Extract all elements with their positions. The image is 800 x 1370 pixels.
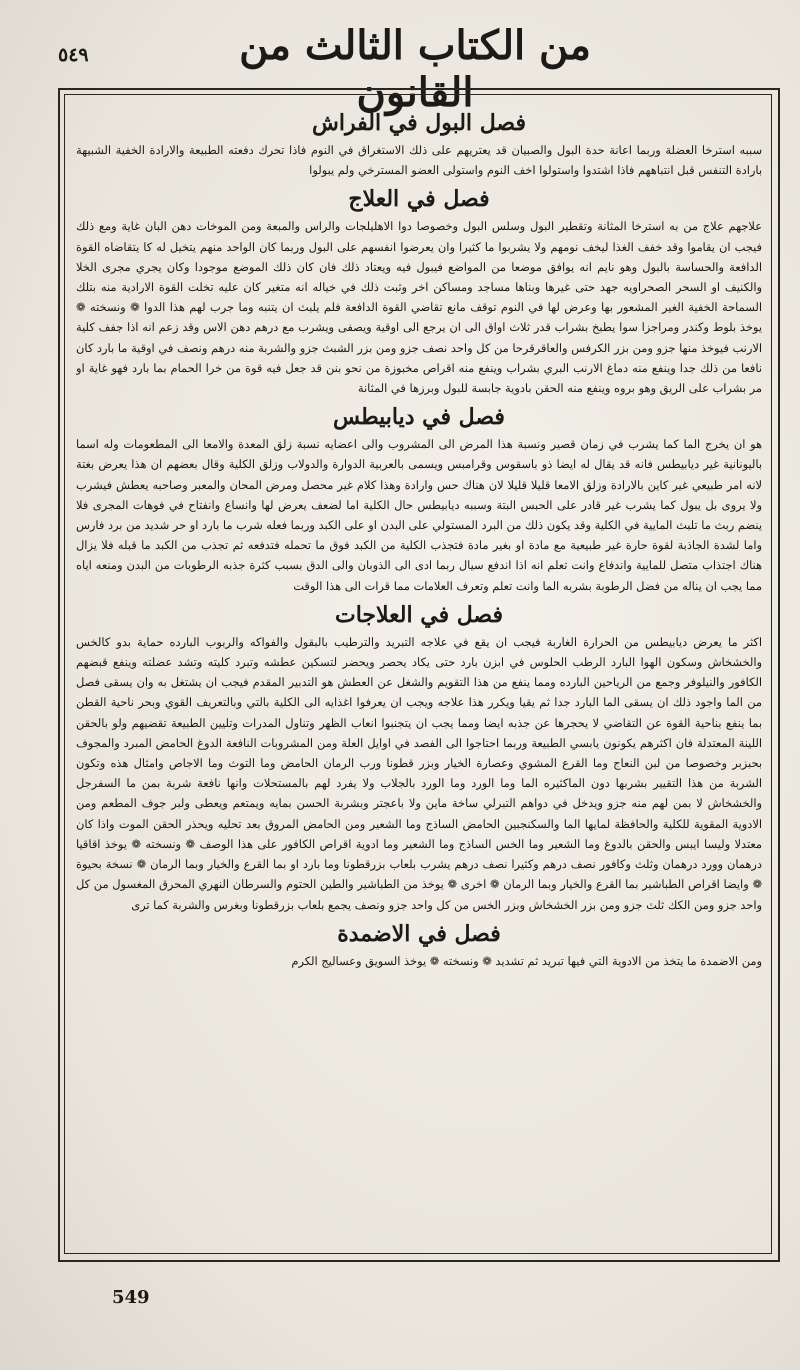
paragraph: هو ان يخرج الما كما يشرب في زمان قصير ونسبة هذا المرض الى المشروب والى اعضايه نسبة زلق المعدة والامعا الى المطعومات وله اسما باليونانية غير ديابيطس فانه قد يقال له ايضا ذو باسقوس وقرامبس ويسمى بالعربية الدوارة والدولاب وزلق الكلية وقال بعضهم ان هذا يعرض بغتة لانه امر طبيعي غير كاين بالارادة وزلق الامعا قليلا قليلا لان هناك حس وارادة وهذا كلام غير محصل ومرض المحان والمعبر وصاحبه يعطش فيشرب ولا يروى بل يبول كما يشرب غير قادر على الحبس البتة وسببه ديابيطس حال الكلية اما لضعف يعرض لها وانساع وانفتاح في فوهات المجرى فلا ينضم ربث ما تلبث المايية في الكلية وقد يكون ذلك من البرد المستولي على البدن او على الكبد وربما فعله شرب ما بارد او حر شديد من برد فارس واما لشدة الجاذبة لقوة حارة غير طبيعية مع مادة او بغير مادة فتجذب الكلية من الكبد فوق ما تحمله فتدفعه ثم تجذب من الكبد ما قبله فلا يزال هناك اجتذاب متصل للمايية واندفاع وانت تعلم انه اذا اندفع سيال ربما ادى الى الذوبان والى الدق بسبب كثرة جذبه الرطوبات من البدن ومنعه اياه مما يجب ان يناله من فضل الرطوبة بشربه الما وانت تعلم وتعرف العلامات مما قرات الى هذا الوقت [76, 437, 762, 593]
paragraph: ومن الاضمدة ما يتخذ من الادوية التي فيها تبريد ثم تشديد ❁ ونسخته ❁ يوخذ السويق وعساليج الكرم [291, 953, 762, 968]
text-body [76, 104, 762, 1248]
paragraph: علاجهم علاج من به استرخا المثانة وتقطير البول وسلس البول وخصوصا دوا الاهليلجات والراس والمبعة ومن الموخات دهن البان غاية ومع ذلك فيجب ان يقاموا وقد خفف الغذا ليخف نومهم ولا يشربوا ما كثيرا وان يعرضوا انفسهم على البول وربما كان الواحد منهم يتخيل له كا يتقاضاه القوة الدافعة والحساسة بالبول وهو نايم انه يوافق موضعا من المواضع فيبول فيه ويعتاد ذلك فان كان ذلك الموضع موجودا وكان يجري مجرى الخلا والكنيف او السحر الصحراويه جهد حتى غيرها وبناها مساجد ومساكن اخر وثبت ذلك في خياله انه متغير كان عليه تخلت القوة الارادية منه بتلك السماحة الخفية الغير المشعور بها وعرض لها في النوم توقف مانع تقاضي القوة الدافعة فلم يلبث ان يتنبه وما جرب لهم هذا الدوا ❁ ونسخته ❁ يوخذ بلوط وكندر ومراجزا سوا يطبخ بشراب قدر ثلاث اواق الى ان يرجع الى اوقية ويصفى ويشرب مع درهم دهن الاس وقد زعم انه اذا جفف كلية الارنب فيوخذ منها جزو ومن بزر الكرفس والعاقرقرحا من كل واحد نصف جزو ومن بزر الشبث جزو والشربة منه درهم ونصف في اوقية ما بارد كان نافعا من ذلك جدا وينفع منه دماغ الارنب البري بشراب وينفع منه اقراص مخبوزة من نحو بنن قد جعل فيه قوة من خرا الحمام بما بارد فهو غاية او مر بشراب على الريق وهو بروه وينفع منه الحقن بادوية جابسة للبول وبرزها في المثانة [76, 219, 762, 396]
section-heading: فصل في ديابيطس [333, 404, 505, 431]
paragraph: سببه استرخا العضلة وربما اعانة حدة البول والصبيان قد يعتريهم على ذلك الاستغراق في النوم فاذا تحرك دفعته الطبيعة والارادة الخفية الشبيهة بارادة التنفس قبل انتباههم فاذا اشتدوا واستولوا اخف النوم واستولى العضو المسترخي ولم يبولوا [76, 143, 762, 178]
paragraph: اكثر ما يعرض ديابيطس من الحرارة الغاربة فيجب ان يقع في علاجه التبريد والترطيب بالبقول والفواكه والربوب البارده حماية بدو كالخس والخشخاش وسكون الهوا البارد الرطب الحلوس في ابزن بارد حتى يكاد يحصر ويحضر لتسكين عطشه وتبرد كليته وتشد عضلته وينفع قبضهم الكافور والنيلوفر وجمع من الرياحين البارده ومما ينفع من هذا التقويم والشغل عن العطش هو التدبير المقدم فيجب ان يشتغل به وان يسقى فصل من الما واجود ذلك ان يسقى الما البارد جدا ثم يقيا ويكرر هذا علاجه ويجب ان يعرفوا اغذايه الى الكلية بالتي وبالتعريف القوي وبحر ناحية القطن بما ينفع بناحية القوة عن التقاضي لا يحجرها عن جذبه ايضا ومما يجب ان يتجنبوا انعاب الظهر وتناول المدرات وتليين الطبيعة تقضيهم ولو بالحقن اللينة المعتدلة فان اكثرهم يكونون يابسي الطبيعة وربما احتاجوا الى الفصد في اوايل العلة ومن المشروبات النافعة الدوغ الحامض المبرد والمجوف بحبزبر وخصوصا من لبن النعاج وما القرع المشوي وعصارة الخيار وبزر قطونا ورب الرمان الحامض وما التوث وما الاجاص وامثال هذه وتكون الشربة من هذا التقيير بشربها دون الماكثيره الما وما الورد وما الورد بالجلاب ولا يفرد لهم بالمستحلات وانها نافعة شربة بمن ما السفرجل والخشخاش لا بمن لهم منه جزو ويدخل في دواهم التبرلي ساخة ماين ولا باعجتر وبشربة الحسن بمايه ويمتعم ويعطى ولبر جوف المطعم ومن الادوية المقوية للكلية والحافظة لمايها الما والسكنجبين الحامض الساذج وما الشعير ومن الحامض المروق بعد تحليه ويحذر الحقن الموت واذا كان معتدلا وليسا ايبس والحقن بالدوغ وما الشعير وما الخس الساذج وما الشعير وما ادوية اقراص الكافور على هذا الوصف ❁ ونسخته ❁ يوخذ اقاقيا درهمان وورد درهمان وثلث وكافور نصف درهم وكثيرا نصف درهم يشرب بلعاب بزرقطونا وما بارد او بما القرع والخيار وبما الرمان ❁ نسخة بحيوة ❁ وايضا اقراص الطباشير بما القرع والخيار وبما الرمان ❁ اخرى ❁ يوخذ من الطباشير والطين الحتوم والسرطان النهري المحرق المغسول من كل واحد جزو ومن الكك ثلث جزو ومن بزر الخشخاش وبزر الخس من كل واحد جزو ونصف يجمع بلعاب بزرقطونا وبغرس والشربة كما ترى [76, 634, 762, 912]
section-bedwetting [76, 110, 762, 180]
page-number-bottom: 549 [112, 1287, 150, 1308]
section-heading: فصل في الاضمدة [337, 920, 501, 947]
section-poultices [76, 921, 762, 971]
section-heading: فصل في العلاج [348, 186, 490, 213]
section-diabetes [76, 404, 762, 596]
running-header-title: من الكتاب الثالث من القانون [239, 22, 591, 116]
section-heading: فصل البول في الفراش [312, 110, 526, 136]
section-heading: فصل في العلاجات [335, 601, 503, 628]
section-treatments [76, 602, 762, 915]
page-number-top: ٥٤٩ [58, 44, 89, 66]
section-treatment [76, 186, 762, 398]
